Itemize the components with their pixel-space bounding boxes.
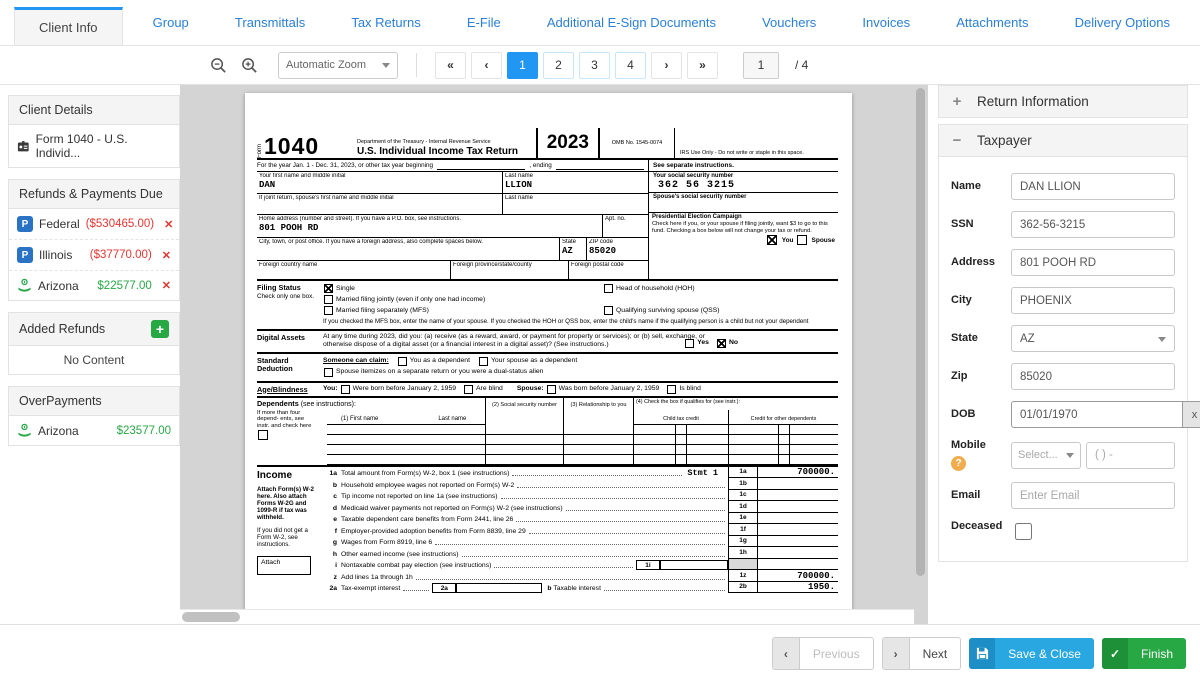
income-line-1d: d Medicaid waiver payments not reported on Form(s) W-2 (see instructions) 1d (323, 501, 838, 513)
form-1040-item[interactable] (9, 125, 179, 167)
form-1040-page (245, 93, 852, 624)
tab-bar (0, 0, 1200, 46)
address-input[interactable] (1011, 249, 1175, 276)
dependent-row-cell (563, 425, 633, 435)
income-section (257, 465, 838, 594)
spouse-blind-label: Is blind (679, 385, 701, 392)
taxpayer-header[interactable] (938, 124, 1188, 157)
previous-page-button[interactable]: ‹ (471, 52, 502, 79)
payment-icon: P (17, 247, 33, 263)
page-total-label: / 4 (795, 58, 809, 72)
state-label: State (562, 239, 577, 245)
current-page-input[interactable] (743, 52, 779, 79)
amount-value: ($530465.00) (85, 218, 155, 230)
filing-status-note: If you checked the MFS box, enter the name of your spouse. If you checked the HOH or QSS box, enter the child's name if the qualifying person is a child but not your dependent (323, 318, 809, 325)
chevron-down-icon (1158, 337, 1166, 346)
first-page-button[interactable]: « (435, 52, 466, 79)
dependents-side-note: If more than four depend- ents, see instr. and check here (257, 409, 312, 429)
tab-attachments[interactable]: Attachments (956, 15, 1029, 30)
single-label: Single (336, 284, 355, 292)
spouse-last-name-label: Last name (505, 195, 534, 201)
income-line-1a: 1a Total amount from Form(s) W-2, box 1 (see instructions) Stmt 1 1a 700000. (323, 467, 838, 479)
digital-assets-no-checkbox (717, 339, 726, 348)
hoh-label: Head of household (HOH) (616, 284, 695, 292)
state-select[interactable] (1011, 325, 1175, 352)
refund-icon (17, 278, 32, 293)
next-page-button[interactable]: › (651, 52, 682, 79)
qss-checkbox (604, 306, 613, 315)
email-label: Email (951, 489, 981, 501)
amount-value: $23577.00 (116, 424, 171, 437)
jurisdiction-label: Federal (39, 217, 80, 231)
dependents-section (257, 396, 838, 465)
dependent-row-cell (633, 435, 728, 445)
pec-spouse-label: Spouse (811, 236, 835, 244)
no-content-label: No Content (63, 353, 125, 367)
income-line-1f: f Employer-provided adoption benefits from Form 8839, line 29 1f (323, 524, 838, 536)
tab-client-info[interactable]: Client Info (14, 7, 123, 45)
email-input[interactable] (1011, 482, 1175, 509)
amount-value: ($37770.00) (89, 249, 152, 261)
last-name-value: LLION (505, 180, 533, 190)
age-blindness-section (257, 381, 838, 396)
tab-group[interactable]: Group (152, 15, 189, 30)
tab-invoices[interactable]: Invoices (862, 15, 911, 30)
no-w2-note: If you did not get a Form W-2, see instructions. (257, 526, 308, 548)
dependents-subtitle: (see instructions): (300, 400, 356, 408)
dob-clear-button[interactable]: x (1183, 401, 1200, 428)
dependents-ssn-header: (2) Social security number (485, 398, 563, 425)
page-button-3[interactable]: 3 (579, 52, 610, 79)
pec-you-checkbox (767, 235, 777, 245)
state-field-label: State (951, 332, 978, 344)
right-panel (928, 85, 1200, 624)
minus-icon: − (952, 132, 962, 149)
refunds-payments-header (9, 180, 179, 209)
dependent-row-cell (485, 435, 563, 445)
pec-title: Presidential Election Campaign (652, 214, 742, 220)
remove-item-button[interactable]: ✕ (161, 280, 171, 292)
refund-row-arizona (9, 271, 179, 300)
dependent-row-cell (485, 425, 563, 435)
chevron-right-icon: › (883, 638, 910, 669)
amount-value: $22577.00 (97, 279, 152, 292)
you-blind-label: Are blind (476, 385, 503, 392)
income-line-1c: c Tip income not reported on line 1a (see instructions) 1c (323, 490, 838, 502)
income-line-1g: g Wages from Form 8919, line 6 1g (323, 536, 838, 548)
spouse-born-label: Was born before January 2, 1959 (558, 385, 660, 392)
home-address-label: Home address (number and street). If you have a P.O. box, see instructions. (259, 216, 461, 222)
digital-assets-yes-label: Yes (697, 339, 709, 346)
you-dependent-label: You as a dependent (409, 357, 470, 364)
you-dependent-checkbox (398, 357, 407, 366)
mobile-type-placeholder: Select... (1018, 449, 1058, 461)
page-button-2[interactable]: 2 (543, 52, 574, 79)
dependent-row-cell (728, 425, 838, 435)
dependent-row-cell (485, 455, 563, 465)
refund-row-illinois (9, 240, 179, 271)
page-navigation (435, 52, 723, 79)
dependent-row-cell (563, 435, 633, 445)
you-born-checkbox (341, 385, 350, 394)
dependent-row-cell (327, 445, 485, 455)
chevron-left-icon: ‹ (773, 638, 800, 669)
remove-item-button[interactable]: ✕ (164, 218, 174, 231)
check-icon: ✓ (1102, 638, 1128, 669)
tax-year-line: For the year Jan. 1 - Dec. 31, 2023, or other tax year beginning (257, 162, 434, 169)
remove-item-button[interactable]: ✕ (161, 249, 171, 262)
dependent-row-cell (633, 455, 728, 465)
digital-assets-no-label: No (728, 339, 738, 346)
city-label: City, town, or post office. If you have a foreign address, also complete spaces below. (259, 239, 483, 245)
form-word: Form (257, 144, 263, 158)
filing-status-subtitle: Check only one box. (257, 293, 315, 300)
deceased-checkbox[interactable] (1015, 523, 1032, 540)
zip-value: 85020 (589, 246, 617, 256)
zip-label: ZIP code (589, 239, 613, 245)
save-close-button[interactable]: Save & Close (969, 638, 1094, 669)
dependents-cod-header: Credit for other dependents (728, 410, 838, 425)
footer-bar (0, 624, 1200, 682)
dependent-row-cell (563, 445, 633, 455)
tab-transmittals[interactable]: Transmittals (234, 15, 306, 30)
apt-no-label: Apt. no. (605, 216, 626, 222)
horizontal-scrollbar-track (180, 609, 914, 624)
zoom-level-select[interactable] (278, 52, 398, 79)
dependent-row-cell (327, 425, 485, 435)
form-irs-use: IRS Use Only - Do not write or staple in this space. (680, 150, 804, 156)
your-ssn-label: Your social security number (653, 173, 734, 179)
page-button-4[interactable]: 4 (615, 52, 646, 79)
you-label: You: (323, 385, 338, 392)
refunds-payments-section (8, 179, 180, 301)
spouse-itemizes-checkbox (324, 368, 333, 377)
overpayments-section (8, 386, 180, 446)
refunds-payments-title: Refunds & Payments Due (19, 187, 163, 201)
added-refunds-header (9, 313, 179, 346)
dependent-row-cell (728, 435, 838, 445)
dependent-row-cell (728, 455, 838, 465)
tab-e-file[interactable]: E-File (466, 15, 501, 30)
digital-assets-yes-checkbox (685, 339, 694, 348)
zoom-out-icon (210, 57, 227, 74)
pec-spouse-checkbox (797, 235, 807, 245)
overpayments-title: OverPayments (19, 394, 102, 408)
age-blindness-title: Age/Blindness (257, 384, 308, 394)
income-lines (323, 467, 838, 582)
left-sidebar (0, 85, 180, 624)
filing-status-section (257, 279, 838, 329)
tab-vouchers[interactable]: Vouchers (762, 15, 817, 30)
name-input[interactable] (1011, 173, 1175, 200)
add-refund-button[interactable]: + (151, 320, 169, 338)
zip-field-label: Zip (951, 370, 968, 382)
help-icon[interactable]: ? (951, 456, 966, 471)
added-refunds-section (8, 312, 180, 375)
payment-icon: P (17, 216, 33, 232)
previous-button[interactable]: ‹ Previous (772, 637, 874, 670)
pdf-viewer (180, 85, 928, 624)
dependent-row-cell (633, 445, 728, 455)
you-blind-checkbox (464, 385, 473, 394)
plus-icon: + (952, 93, 962, 110)
someone-can-claim-label: Someone can claim: (323, 357, 389, 364)
you-born-label: Were born before January 2, 1959 (352, 385, 457, 392)
zoom-in-button[interactable] (239, 55, 260, 76)
ssn-label: SSN (951, 218, 974, 230)
dependents-relationship-header: (3) Relationship to you (563, 398, 633, 425)
income-line-1b: b Household employee wages not reported on Form(s) W-2 1b (323, 478, 838, 490)
dependent-row-cell (327, 455, 485, 465)
standard-deduction-title: Standard Deduction (257, 355, 293, 373)
income-line-1h: h Other earned income (see instructions) 1h (323, 547, 838, 559)
income-line-1e: e Taxable dependent care benefits from Form 2441, line 26 1e (323, 513, 838, 525)
no-content-row (9, 346, 179, 374)
foreign-postal-label: Foreign postal code (571, 262, 624, 268)
name-label: Name (951, 180, 981, 192)
dependents-qualifies-header: (4) Check the box if qualifies for (see instr.): (633, 398, 838, 410)
dependent-row-cell (633, 425, 728, 435)
your-ssn-value: 362 56 3215 (658, 180, 736, 191)
address-label: Address (951, 256, 996, 268)
tab-additional-e-sign-documents[interactable]: Additional E-Sign Documents (546, 15, 716, 30)
mobile-type-select[interactable] (1011, 442, 1081, 469)
zip-input[interactable] (1011, 363, 1175, 390)
income-title: Income (257, 469, 293, 481)
last-name-label: Last name (505, 173, 534, 179)
tab-tax-returns[interactable]: Tax Returns (351, 15, 421, 30)
dependents-last-name-header: Last name (438, 415, 467, 422)
dependent-row-cell (728, 445, 838, 455)
ssn-input[interactable] (1011, 211, 1175, 238)
overpayment-row-arizona (9, 416, 179, 445)
standard-deduction-section (257, 352, 838, 381)
page-button-1[interactable]: 1 (507, 52, 538, 79)
jurisdiction-label: Arizona (38, 423, 79, 438)
jurisdiction-label: Arizona (38, 278, 79, 293)
pdf-toolbar (0, 46, 1200, 85)
horizontal-scrollbar[interactable] (182, 612, 240, 622)
form-identity-block (257, 160, 838, 279)
hoh-checkbox (604, 284, 613, 293)
jurisdiction-label: Illinois (39, 248, 73, 262)
form-year: 2023 (536, 128, 600, 158)
dob-label: DOB (951, 408, 976, 420)
refund-icon (17, 423, 32, 438)
spouse-itemizes-label: Spouse itemizes on a separate return or you were a dual-status alien (336, 368, 544, 375)
foreign-country-label: Foreign country name (259, 262, 318, 268)
income-line-1z: z Add lines 1a through 1h 1z 700000. (323, 570, 838, 582)
digital-assets-title: Digital Assets (257, 332, 305, 342)
return-information-title: Return Information (977, 94, 1089, 109)
main-content (0, 85, 1200, 624)
form-department: Department of the Treasury - Internal Revenue Service (357, 139, 491, 145)
state-value: AZ (562, 246, 573, 256)
mobile-label: Mobile ? (951, 439, 986, 469)
income-line-2: 2a Tax-exempt interest 2a b Taxable interest 2b 1950. (323, 582, 838, 594)
last-page-button[interactable]: » (687, 52, 718, 79)
dependent-row-cell (563, 455, 633, 465)
form-omb: OMB No. 1545-0074 (600, 128, 675, 158)
first-name-label: Your first name and middle initial (259, 173, 346, 179)
spouse-label: Spouse: (516, 385, 544, 392)
spouse-dependent-label: Your spouse as a dependent (490, 357, 578, 364)
added-refunds-title: Added Refunds (19, 322, 106, 336)
chevron-down-icon (382, 63, 390, 72)
presidential-election-campaign (649, 213, 838, 245)
form-number: 1040 (264, 133, 320, 159)
mobile-input[interactable] (1086, 442, 1175, 469)
single-checkbox (324, 284, 333, 293)
toolbar-divider (416, 53, 417, 77)
mfj-label: Married filing jointly (even if only one had income) (336, 295, 486, 303)
form-title: U.S. Individual Income Tax Return (357, 146, 518, 157)
city-input[interactable] (1011, 287, 1175, 314)
next-button[interactable]: › Next (882, 637, 962, 670)
city-field-label: City (951, 294, 972, 306)
form-1040-item-label: Form 1040 - U.S. Individ... (35, 132, 128, 160)
digital-assets-section (257, 329, 838, 352)
spouse-dependent-checkbox (479, 357, 488, 366)
client-details-header (9, 96, 179, 125)
pec-you-label: You (781, 236, 794, 244)
dependents-first-name-header: (1) First name (341, 415, 379, 422)
overpayments-header (9, 387, 179, 416)
finish-button[interactable]: ✓ Finish (1102, 638, 1186, 669)
return-information-header[interactable] (938, 85, 1188, 118)
mfs-checkbox (324, 306, 333, 315)
more-than-four-checkbox (258, 430, 268, 440)
taxpayer-title: Taxpayer (977, 133, 1032, 148)
zoom-in-icon (241, 57, 258, 74)
digital-assets-text: At any time during 2023, did you: (a) receive (as a reward, award, or payment for property or services); or (b) sell, exchange, or otherwise dispose of a digital asset (or a financial interest in a digital asset)? (See instructions.) (323, 332, 705, 348)
dob-input[interactable] (1011, 401, 1183, 428)
pec-text: Check here if you, or your spouse if filing jointly, want $3 to go to this fund. Checking a box below will not change your tax or refund. (652, 221, 828, 234)
client-details-title: Client Details (19, 103, 93, 117)
see-separate-instructions: See separate instructions. (649, 160, 838, 172)
spouse-blind-checkbox (667, 385, 676, 394)
taxpayer-fields (938, 157, 1198, 562)
spouse-first-name-label: If joint return, spouse's first name and middle initial (259, 195, 394, 201)
attach-w2-note: Attach Form(s) W-2 here. Also attach Forms W-2G and 1099-R if tax was withheld. (257, 485, 314, 521)
deceased-label: Deceased (951, 520, 1003, 532)
foreign-province-label: Foreign province/state/county (453, 262, 532, 268)
vertical-scrollbar[interactable] (916, 88, 925, 576)
income-line-i: i Nontaxable combat pay election (see instructions) 1i (323, 559, 838, 571)
qss-label: Qualifying surviving spouse (QSS) (616, 306, 720, 314)
state-select-value: AZ (1020, 332, 1035, 345)
dependents-title: Dependents (257, 398, 299, 408)
dependent-row-cell (485, 445, 563, 455)
zoom-level-value: Automatic Zoom (286, 59, 367, 71)
first-name-value: DAN (259, 180, 276, 190)
spouse-ssn-label: Spouse's social security number (653, 194, 747, 200)
home-address-value: 801 POOH RD (259, 223, 319, 233)
client-details-section (8, 95, 180, 168)
chevron-down-icon (1066, 453, 1074, 462)
form-badge-icon (17, 140, 30, 153)
ending-label: , ending (529, 162, 552, 169)
dependents-ctc-header: Child tax credit (633, 410, 728, 425)
dependent-row-cell (327, 435, 485, 445)
mfj-checkbox (324, 295, 333, 304)
refund-row-federal (9, 209, 179, 240)
save-icon (969, 638, 995, 669)
mfs-label: Married filing separately (MFS) (336, 306, 429, 314)
tab-delivery-options[interactable]: Delivery Options (1074, 15, 1170, 30)
form-header (257, 128, 838, 160)
spouse-born-checkbox (547, 385, 556, 394)
attach-box: Attach (257, 556, 311, 575)
filing-status-title: Filing Status (257, 283, 301, 292)
zoom-out-button[interactable] (208, 55, 229, 76)
